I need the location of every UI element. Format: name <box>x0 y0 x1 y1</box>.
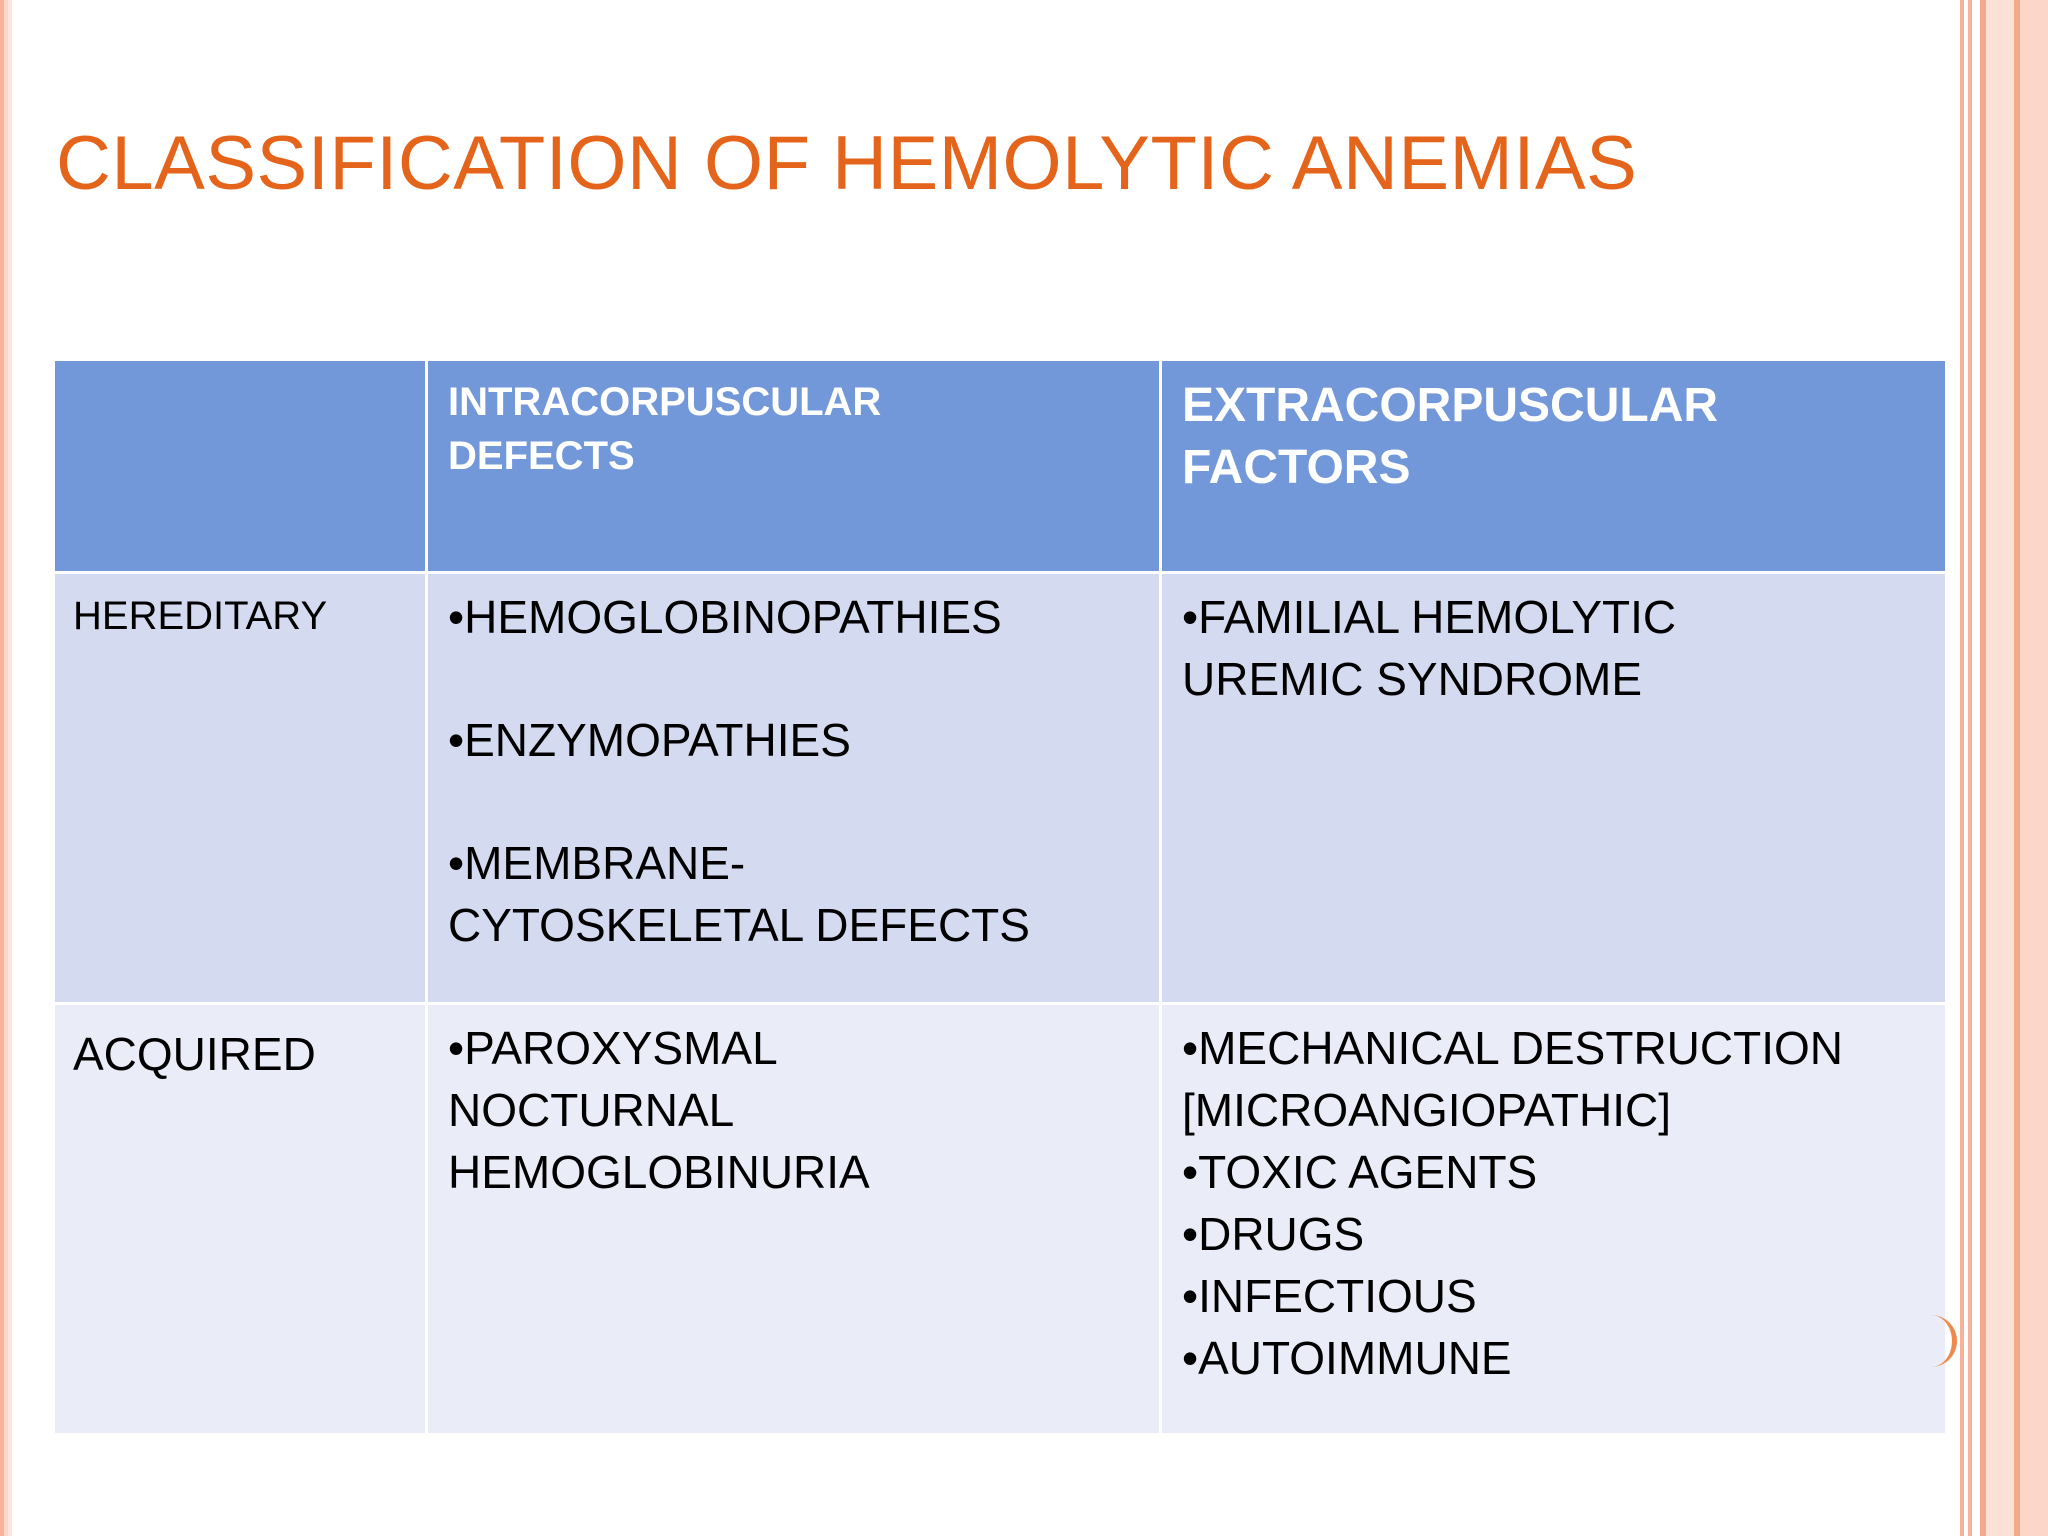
list-item: •FAMILIAL HEMOLYTIC <box>1182 591 1677 643</box>
list-item: [MICROANGIOPATHIC] <box>1182 1084 1671 1136</box>
hereditary-intracorpuscular-cell <box>427 573 1161 1004</box>
list-item: HEMOGLOBINURIA <box>448 1146 870 1198</box>
header-line: FACTORS <box>1182 441 1411 494</box>
row-label: HEREDITARY <box>73 594 328 638</box>
right-decorative-border <box>1960 0 2048 1536</box>
acquired-extracorpuscular-cell <box>1161 1004 1947 1435</box>
list-item: •INFECTIOUS <box>1182 1270 1477 1322</box>
row-label-cell <box>54 573 427 1004</box>
row-label-cell <box>54 1004 427 1435</box>
list-item: NOCTURNAL <box>448 1084 735 1136</box>
list-item: •TOXIC AGENTS <box>1182 1146 1538 1198</box>
table-row-acquired <box>54 1004 1947 1435</box>
table-row-hereditary <box>54 573 1947 1004</box>
list-item: •AUTOIMMUNE <box>1182 1332 1512 1384</box>
list-item: •MEMBRANE- <box>448 837 746 889</box>
header-corner-cell <box>54 360 427 573</box>
hereditary-extracorpuscular-cell <box>1161 573 1947 1004</box>
list-item: •HEMOGLOBINOPATHIES <box>448 591 1002 643</box>
header-line: EXTRACORPUSCULAR <box>1182 379 1719 432</box>
header-line: INTRACORPUSCULAR <box>448 380 882 424</box>
list-item: UREMIC SYNDROME <box>1182 653 1643 705</box>
header-extracorpuscular <box>1161 360 1947 573</box>
decorative-arc <box>1930 1315 1957 1367</box>
row-label: ACQUIRED <box>73 1028 316 1080</box>
list-item: •PAROXYSMAL <box>448 1022 778 1074</box>
acquired-intracorpuscular-cell <box>427 1004 1161 1435</box>
header-line: DEFECTS <box>448 434 635 478</box>
classification-table <box>52 358 1948 1436</box>
list-item: CYTOSKELETAL DEFECTS <box>448 899 1030 951</box>
list-item: •MECHANICAL DESTRUCTION <box>1182 1022 1844 1074</box>
header-intracorpuscular <box>427 360 1161 573</box>
list-item: •DRUGS <box>1182 1208 1365 1260</box>
list-item: •ENZYMOPATHIES <box>448 714 851 766</box>
left-decorative-border <box>0 0 12 1536</box>
table-header-row <box>54 360 1947 573</box>
slide-title: CLASSIFICATION OF HEMOLYTIC ANEMIAS <box>56 121 1638 206</box>
